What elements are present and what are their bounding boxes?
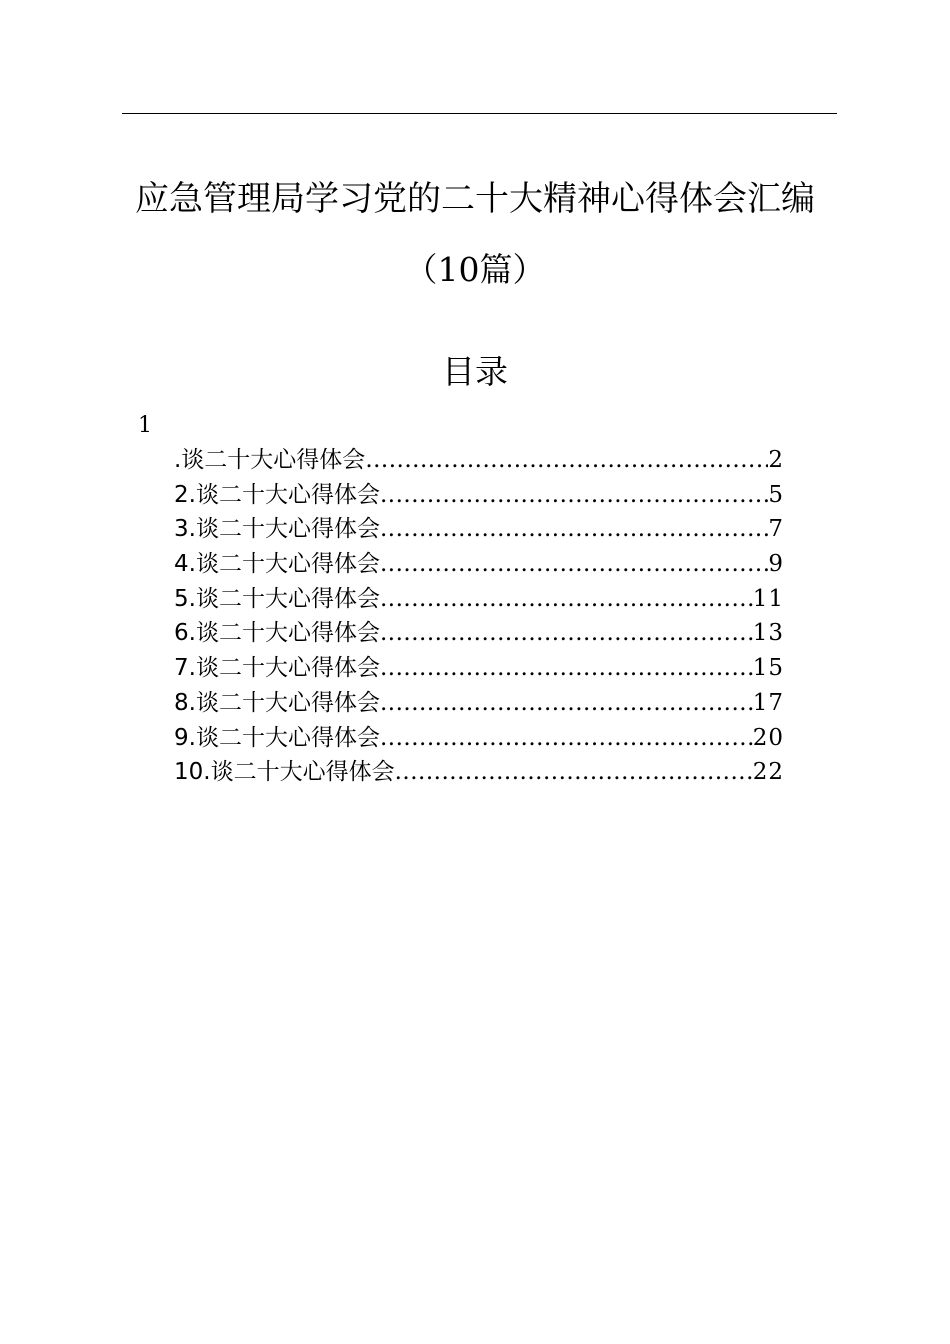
toc-entry-title: 8.谈二十大心得体会 — [174, 689, 380, 716]
toc-entry-page: 7 — [768, 516, 784, 543]
toc-entry-page: 15 — [752, 655, 784, 682]
toc-leader-dots — [380, 547, 768, 582]
toc-entry-title: 10.谈二十大心得体会 — [174, 759, 395, 786]
toc-leader-dots — [380, 721, 753, 756]
toc-entry-page: 20 — [752, 724, 784, 751]
toc-entry-page: 9 — [768, 551, 784, 578]
document-title: 应急管理局学习党的二十大精神心得体会汇编 — [135, 179, 815, 219]
toc-leader-dots — [380, 686, 753, 721]
toc-entry-title: 9.谈二十大心得体会 — [174, 724, 380, 751]
toc-entry-title: 3.谈二十大心得体会 — [174, 516, 380, 543]
toc-entry-page: 13 — [752, 620, 784, 647]
toc-leader-dots — [380, 651, 753, 686]
toc-leader-dots — [365, 443, 768, 478]
toc-leader-dots — [380, 582, 753, 617]
toc-leader-dots — [380, 478, 768, 513]
toc-entry[interactable] — [174, 616, 784, 651]
toc-entry-page: 17 — [752, 689, 784, 716]
toc-entry-page: 11 — [752, 585, 784, 612]
toc-entry-title: 6.谈二十大心得体会 — [174, 620, 380, 647]
header-rule — [122, 113, 837, 114]
toc-entry-page: 2 — [768, 447, 784, 473]
toc-leader-dots — [380, 512, 768, 547]
toc-entry-title: 7.谈二十大心得体会 — [174, 655, 380, 682]
toc-entry-page: 22 — [752, 759, 784, 786]
toc-stray-number: 1 — [138, 413, 152, 438]
toc-entry[interactable] — [174, 478, 784, 513]
toc-entry[interactable] — [174, 721, 784, 756]
toc-entry-title: 2.谈二十大心得体会 — [174, 481, 380, 508]
toc-heading: 目录 — [442, 352, 508, 391]
toc-leader-dots — [395, 755, 753, 790]
toc-entry-title: 4.谈二十大心得体会 — [174, 551, 380, 578]
toc-entry[interactable] — [174, 755, 784, 790]
document-subtitle: （10篇） — [404, 250, 546, 289]
table-of-contents — [174, 443, 784, 790]
toc-entry[interactable] — [174, 651, 784, 686]
toc-entry-title: .谈二十大心得体会 — [174, 447, 366, 473]
toc-entry[interactable] — [174, 547, 784, 582]
toc-entry-title: 5.谈二十大心得体会 — [174, 585, 380, 612]
toc-entry[interactable] — [174, 686, 784, 721]
toc-entry[interactable] — [174, 512, 784, 547]
toc-entry[interactable] — [174, 443, 784, 478]
toc-entry[interactable] — [174, 582, 784, 617]
toc-leader-dots — [380, 616, 753, 651]
toc-entry-page: 5 — [768, 481, 784, 508]
